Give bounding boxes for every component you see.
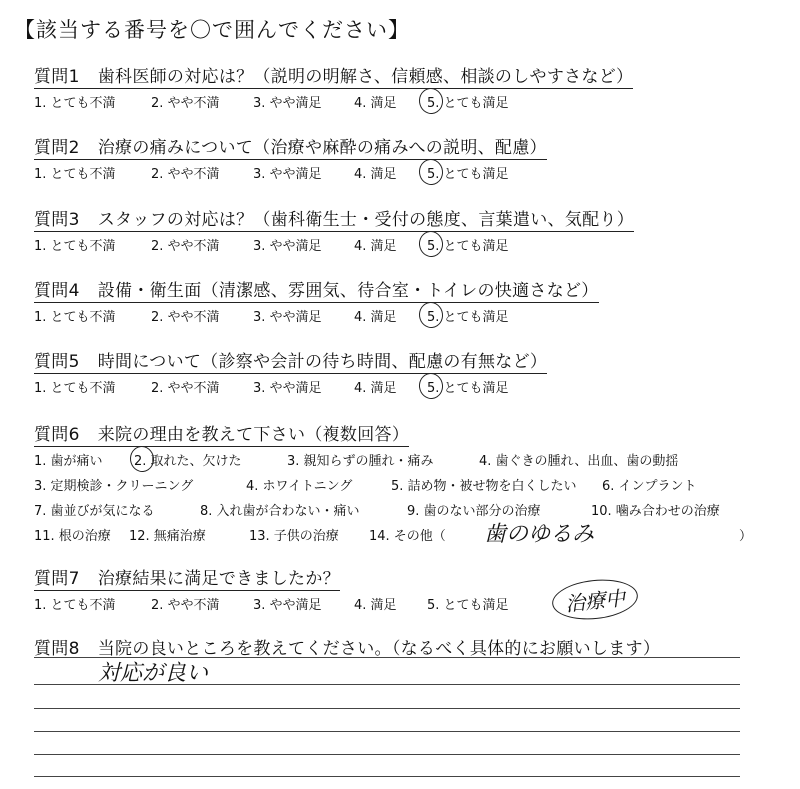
- question-number: 質問8: [34, 639, 80, 659]
- selected-circle: [417, 157, 444, 186]
- question-6: [34, 420, 774, 547]
- reason-option[interactable]: 3. 定期検診・クリーニング: [34, 479, 194, 494]
- selected-circle: [417, 229, 444, 258]
- question-number: 質問6: [34, 425, 80, 445]
- question-title: [34, 420, 409, 447]
- question-text: スタッフの対応は？（歯科衛生士・受付の態度、言葉遣い、気配り）: [97, 210, 635, 230]
- option-3[interactable]: 3. やや満足: [253, 167, 322, 182]
- ruled-line: [34, 776, 740, 777]
- ruled-line: [34, 684, 740, 685]
- ruled-line: [34, 657, 740, 658]
- question-title: [34, 347, 547, 374]
- question-text: 治療の痛みについて（治療や麻酔の痛みへの説明、配慮）: [97, 138, 547, 158]
- option-5[interactable]: 5. とても満足: [427, 310, 509, 325]
- option-1[interactable]: 1. とても不満: [34, 310, 116, 325]
- option-4[interactable]: 4. 満足: [354, 167, 397, 182]
- option-5[interactable]: 5. とても満足: [427, 96, 509, 111]
- reason-option[interactable]: 2. 取れた、欠けた: [134, 454, 242, 469]
- question-text: 当院の良いところを教えてください。（なるべく具体的にお願いします）: [97, 639, 661, 659]
- option-3[interactable]: 3. やや満足: [253, 598, 322, 613]
- option-1[interactable]: 1. とても不満: [34, 381, 116, 396]
- question-text: 時間について（診察や会計の待ち時間、配慮の有無など）: [97, 352, 548, 372]
- reason-option[interactable]: 13. 子供の治療: [249, 529, 339, 544]
- question-1: [34, 62, 774, 114]
- option-1[interactable]: 1. とても不満: [34, 598, 116, 613]
- option-2[interactable]: 2. やや不満: [151, 167, 220, 182]
- option-4[interactable]: 4. 満足: [354, 598, 397, 613]
- option-4[interactable]: 4. 満足: [354, 96, 397, 111]
- option-4[interactable]: 4. 満足: [354, 239, 397, 254]
- question-text: 設備・衛生面（清潔感、雰囲気、待合室・トイレの快適さなど）: [97, 281, 599, 301]
- reason-option-other[interactable]: 14. その他（: [369, 529, 446, 544]
- reason-option[interactable]: 1. 歯が痛い: [34, 454, 103, 469]
- question-text: 歯科医師の対応は？（説明の明解さ、信頼感、相談のしやすさなど）: [97, 67, 634, 87]
- question-title: [34, 276, 599, 303]
- q8-handwritten-answer: 対応が良い: [98, 661, 209, 686]
- question-7: [34, 564, 774, 616]
- question-title: [34, 564, 340, 591]
- reason-option[interactable]: 4. 歯ぐきの腫れ、出血、歯の動揺: [479, 454, 679, 469]
- option-4[interactable]: 4. 満足: [354, 310, 397, 325]
- option-5[interactable]: 5. とても満足: [427, 167, 509, 182]
- other-close-paren: ）: [739, 529, 753, 544]
- other-handwritten-answer: 歯のゆるみ: [484, 522, 595, 547]
- reason-option[interactable]: 10. 噛み合わせの治療: [591, 504, 720, 519]
- question-2: [34, 133, 774, 185]
- option-2[interactable]: 2. やや不満: [151, 239, 220, 254]
- selected-circle: [417, 86, 444, 115]
- option-2[interactable]: 2. やや不満: [151, 381, 220, 396]
- selected-circle: [128, 444, 155, 473]
- option-3[interactable]: 3. やや満足: [253, 381, 322, 396]
- question-text: 来院の理由を教えて下さい（複数回答）: [97, 425, 410, 445]
- question-4: [34, 276, 774, 328]
- reason-option[interactable]: 4. ホワイトニング: [246, 479, 353, 494]
- reason-option[interactable]: 12. 無痛治療: [129, 529, 206, 544]
- reason-option[interactable]: 8. 入れ歯が合わない・痛い: [200, 504, 360, 519]
- option-2[interactable]: 2. やや不満: [151, 598, 220, 613]
- option-3[interactable]: 3. やや満足: [253, 310, 322, 325]
- option-3[interactable]: 3. やや満足: [253, 239, 322, 254]
- option-5[interactable]: 5. とても満足: [427, 239, 509, 254]
- selected-circle: [417, 371, 444, 400]
- option-5[interactable]: 5. とても満足: [427, 598, 509, 613]
- question-3: [34, 205, 774, 257]
- option-1[interactable]: 1. とても不満: [34, 96, 116, 111]
- option-2[interactable]: 2. やや不満: [151, 96, 220, 111]
- option-2[interactable]: 2. やや不満: [151, 310, 220, 325]
- handwritten-note-circled: 治療中: [550, 576, 640, 624]
- option-3[interactable]: 3. やや満足: [253, 96, 322, 111]
- reason-option[interactable]: 7. 歯並びが気になる: [34, 504, 155, 519]
- question-number: 質問5: [34, 352, 80, 372]
- question-number: 質問4: [34, 281, 80, 301]
- question-number: 質問7: [34, 569, 80, 589]
- reason-option[interactable]: 9. 歯のない部分の治療: [407, 504, 541, 519]
- form-title: 【該当する番号を〇で囲んでください】: [14, 18, 410, 42]
- reason-option[interactable]: 5. 詰め物・被せ物を白くしたい: [391, 479, 577, 494]
- question-number: 質問1: [34, 67, 80, 87]
- question-text: 治療結果に満足できましたか？: [97, 569, 340, 589]
- option-1[interactable]: 1. とても不満: [34, 239, 116, 254]
- question-title: [34, 62, 633, 89]
- question-title: [34, 133, 547, 160]
- ruled-line: [34, 708, 740, 709]
- option-5[interactable]: 5. とても満足: [427, 381, 509, 396]
- option-1[interactable]: 1. とても不満: [34, 167, 116, 182]
- reason-option[interactable]: 11. 根の治療: [34, 529, 111, 544]
- reason-option[interactable]: 6. インプラント: [602, 479, 697, 494]
- option-4[interactable]: 4. 満足: [354, 381, 397, 396]
- reason-option[interactable]: 3. 親知らずの腫れ・痛み: [287, 454, 434, 469]
- question-number: 質問2: [34, 138, 80, 158]
- ruled-line: [34, 731, 740, 732]
- selected-circle: [417, 300, 444, 329]
- ruled-line: [34, 754, 740, 755]
- question-title: [34, 205, 634, 232]
- question-number: 質問3: [34, 210, 80, 230]
- question-5: [34, 347, 774, 399]
